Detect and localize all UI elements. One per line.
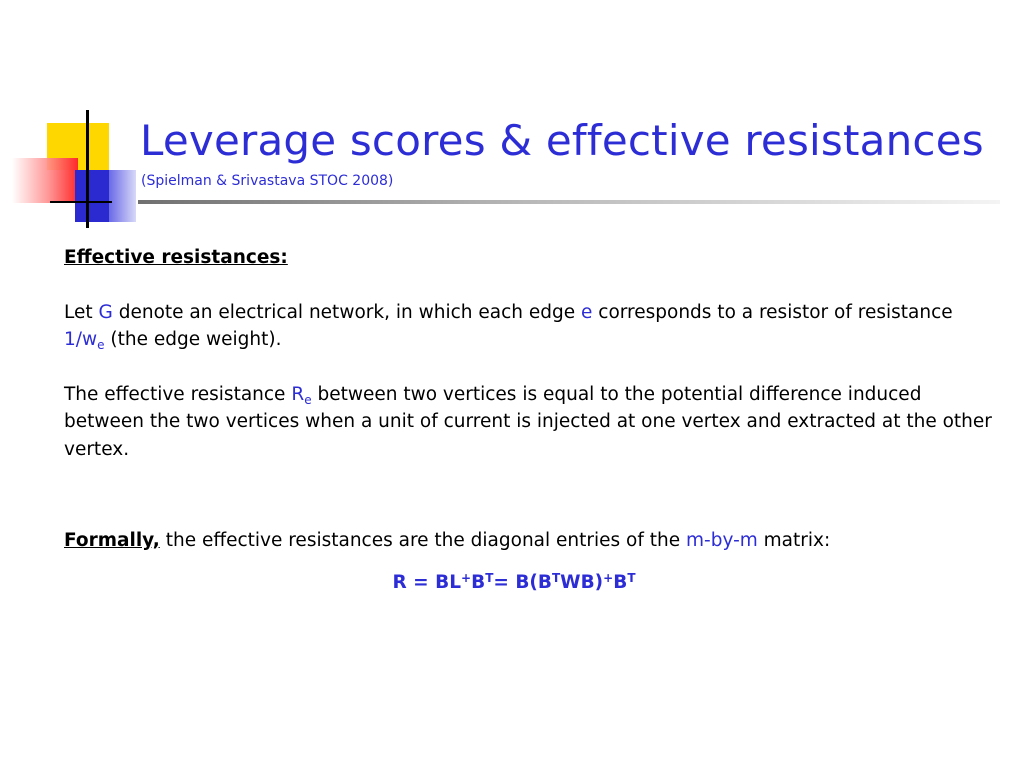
decor-blue-square — [75, 170, 109, 222]
text: R = BL — [392, 571, 462, 593]
formula — [64, 569, 994, 597]
paragraph-network — [64, 299, 994, 354]
text: matrix: — [757, 530, 831, 551]
slide-title: Leverage scores & effective resistances — [140, 116, 984, 165]
slide-subtitle: (Spielman & Srivastava STOC 2008) — [141, 173, 394, 189]
text: R — [291, 383, 305, 405]
text: between two vertices is equal to the potential difference induced between the two vertices when a unit of current is injected at one vertex and extracted at the other vertex. — [64, 383, 992, 460]
var-r-e — [291, 384, 311, 405]
subscript: e — [304, 392, 312, 407]
superscript: + — [603, 570, 614, 585]
section-heading: Effective resistances: — [64, 247, 288, 268]
paragraph-formally — [64, 527, 994, 555]
text: = B(B — [493, 571, 552, 593]
text: WB) — [560, 571, 604, 593]
var-m-by-m: m-by-m — [686, 530, 758, 551]
slide-body — [64, 244, 994, 596]
decor-blue-gradient — [109, 170, 136, 222]
text: 1/w — [64, 329, 98, 350]
superscript: T — [551, 570, 561, 585]
text: the effective resistances are the diagonal entries of the — [159, 530, 686, 551]
text: (the edge weight). — [104, 329, 282, 350]
text: denote an electrical network, in which each edge — [112, 301, 581, 323]
var-e: e — [581, 301, 593, 323]
text: The effective resistance — [64, 383, 292, 405]
title-underline-rule — [138, 200, 1000, 204]
var-inverse-weight — [64, 329, 105, 350]
superscript: T — [627, 570, 636, 585]
text: corresponds to a resistor of resistance — [592, 301, 953, 323]
formally-label: Formally, — [64, 530, 160, 551]
text: B — [613, 571, 628, 593]
superscript: + — [461, 570, 472, 585]
decor-red-gradient — [12, 158, 78, 203]
paragraph-definition — [64, 381, 994, 464]
decor-vertical-line — [86, 110, 89, 228]
var-g: G — [98, 301, 113, 323]
decor-horizontal-line — [50, 201, 112, 203]
superscript: T — [485, 570, 494, 585]
text: Let — [64, 301, 99, 323]
text: B — [471, 571, 486, 593]
subscript: e — [97, 338, 105, 352]
